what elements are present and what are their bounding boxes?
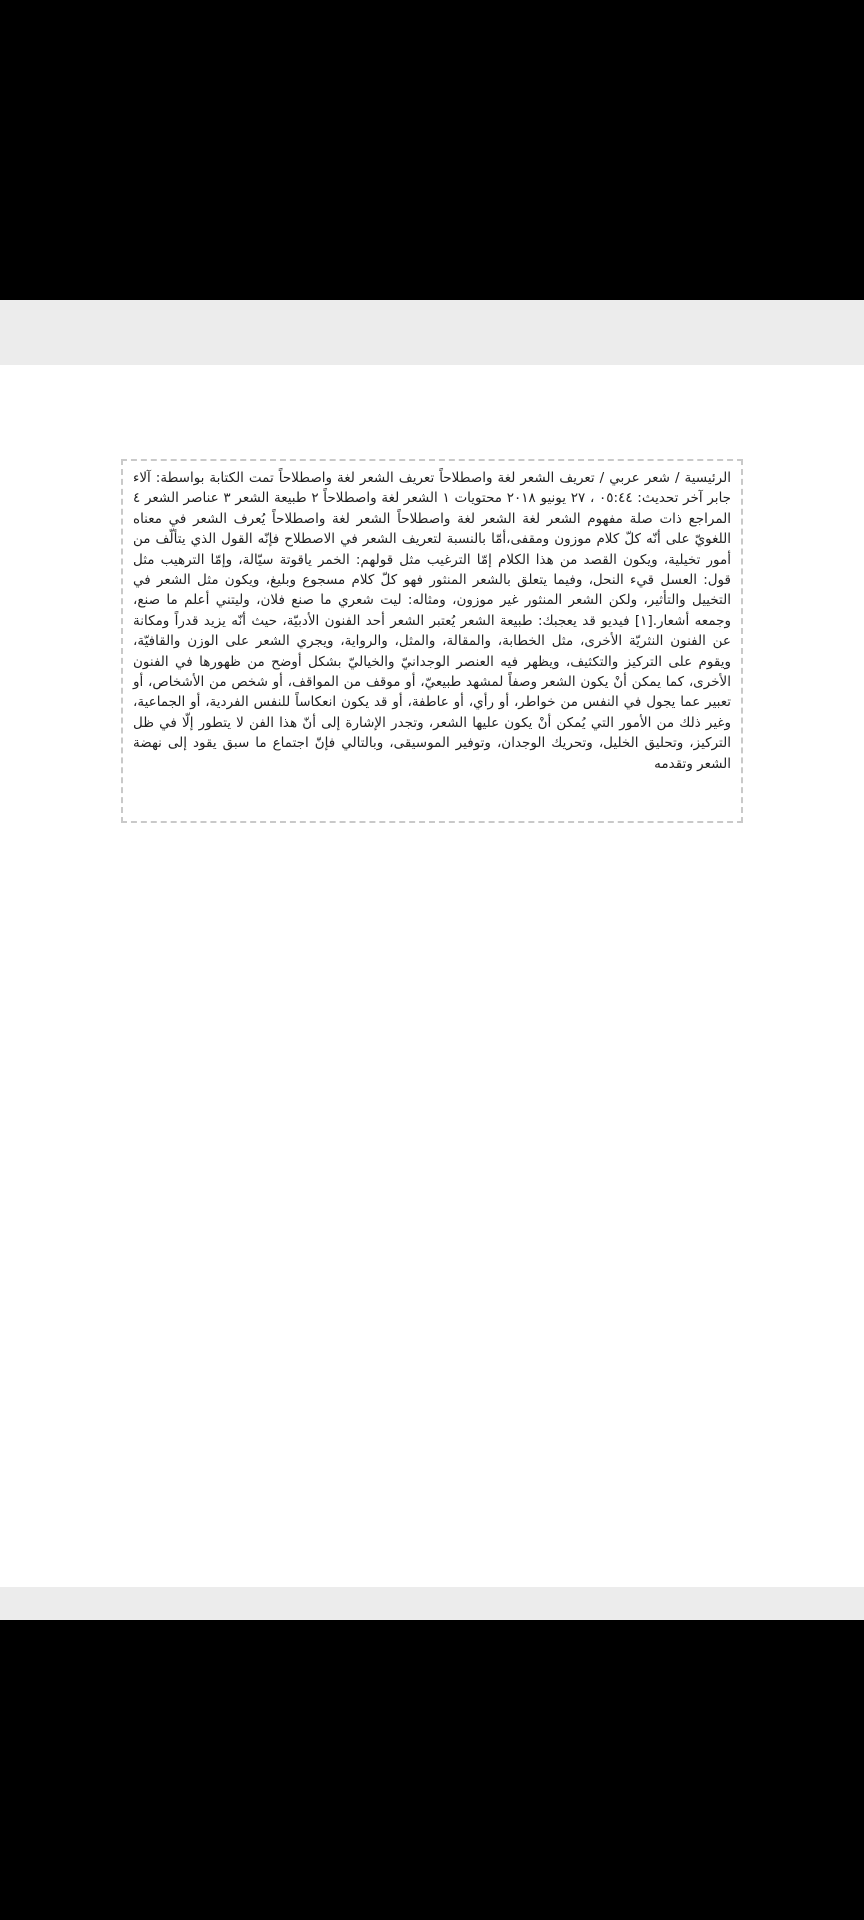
top-gray-bar xyxy=(0,300,864,365)
bottom-black-band xyxy=(0,1620,864,1920)
article-text-box[interactable] xyxy=(121,459,743,823)
top-black-band xyxy=(0,0,864,300)
bottom-gray-bar xyxy=(0,1587,864,1620)
article-body-text: الرئيسية / شعر عربي / تعريف الشعر لغة واصطلاحاً تعريف الشعر لغة واصطلاحاً تمت الكتابة بواسطة: آلاء جابر آخر تحديث: ٠٥:٤٤ ، ٢٧ يونيو ٢٠١٨ محتويات ١ الشعر لغة واصطلاحاً ٢ طبيعة الشعر ٣ عناصر الشعر ٤ المراجع ذات صلة مفهوم الشعر لغة الشعر لغة واصطلاحاً الشعر لغة واصطلاحاً يُعرف الشعر في معناه اللغويّ على أنّه كلّ كلام موزون ومقفى،أمّا بالنسبة لتعريف الشعر في الاصطلاح فإنّه القول الذي يتألّف من أمور تخيلية، ويكون القصد من هذا الكلام إمّا الترغيب مثل قولهم: الخمر ياقوتة سيّالة، وإمّا الترهيب مثل قول: العسل قيء النحل، وفيما يتعلق بالشعر المنثور فهو كلّ كلام مسجوع وبليغ، ويكون مثل الشعر في التخييل والتأثير، ولكن الشعر المنثور غير موزون، ومثاله: ليت شعري ما صنع فلان، وليتني أعلم ما صنع، وجمعه أشعار.[١] فيديو قد يعجبك: طبيعة الشعر يُعتبر الشعر أحد الفنون الأدبيّة، حيث أنّه يزيد قدراً ومكانة عن الفنون النثريّة الأخرى، مثل الخطابة، والمقالة، والمثل، والرواية، ويجري الشعر على الوزن والقافيّة، ويقوم على التركيز والتكثيف، ويظهر فيه العنصر الوجدانيّ والخياليّ بشكل أوضح من ظهورها في الفنون الأخرى، كما يمكن أنْ يكون الشعر وصفاً لمشهد طبيعيّ، أو موقف من المواقف، أو شخص من الأشخاص، أو تعبير عما يجول في النفس من خواطر، أو رأي، أو عاطفة، أو قد يكون انعكاساً للنفس الفردية، أو الجماعية، وغير ذلك من الأمور التي يُمكن أنْ يكون عليها الشعر، وتجدر الإشارة إلى أنّ هذا الفن لا يتطور إلّا في ظل التركيز، وتحليق الخليل، وتحريك الوجدان، وتوفير الموسيقى، وبالتالي فإنّ اجتماع ما سبق يقود إلى نهضة الشعر وتقدمه xyxy=(133,470,732,772)
